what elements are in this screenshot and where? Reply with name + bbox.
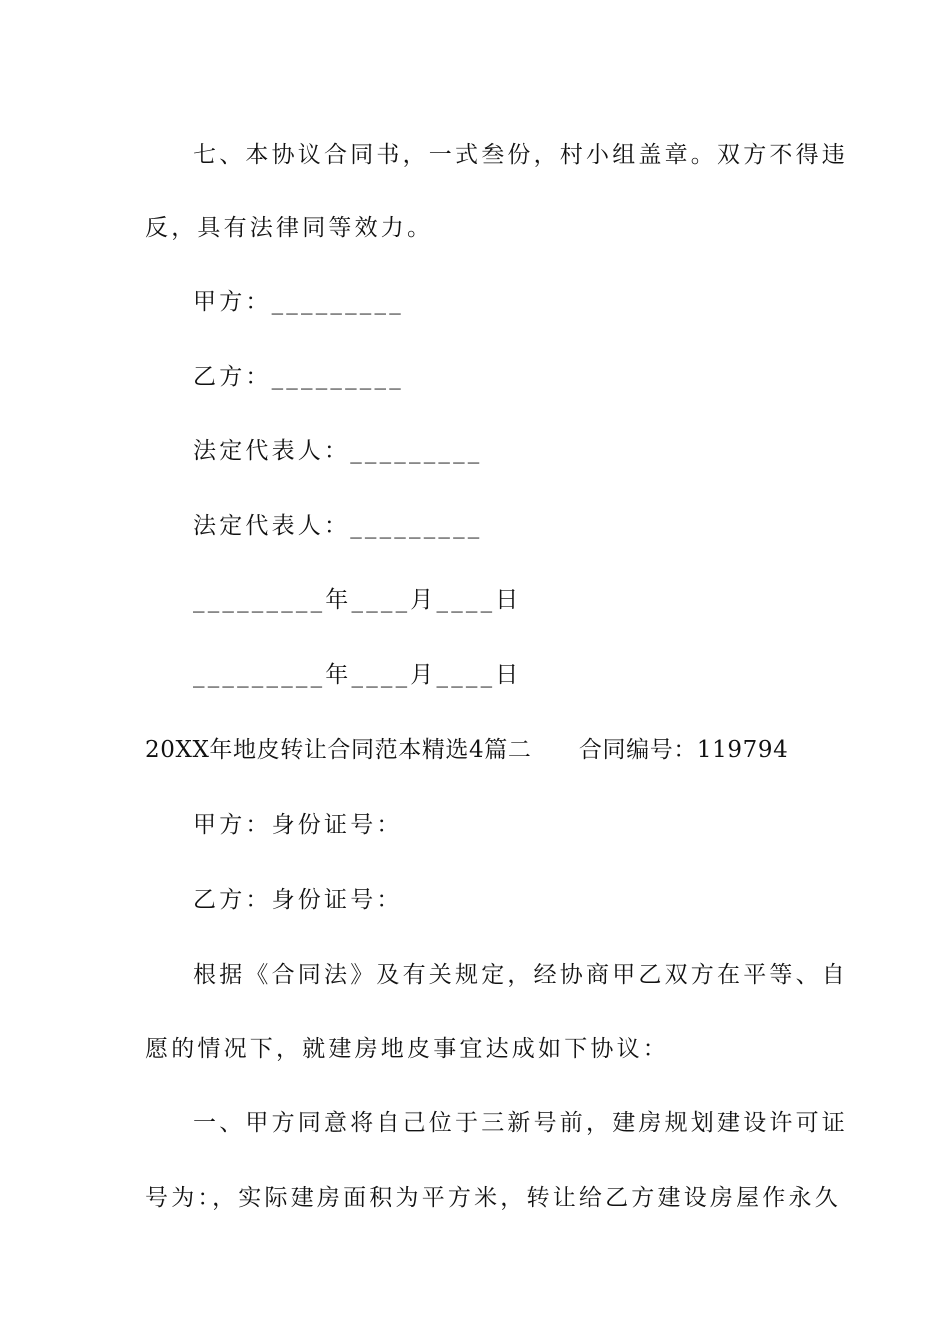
intro-line-1: 根据《合同法》及有关规定，经协商甲乙双方在平等、自 [193, 962, 848, 988]
legal-representative-1: 法定代表人：_________ [193, 438, 483, 464]
clause-7-line-1: 七、本协议合同书，一式叁份，村小组盖章。双方不得违 [193, 142, 848, 168]
legal-representative-2: 法定代表人：_________ [193, 513, 483, 539]
party-a-id: 甲方：身份证号： [193, 812, 403, 838]
clause-7-line-2: 反，具有法律同等效力。 [145, 215, 434, 241]
party-b-signature: 乙方：_________ [193, 364, 404, 390]
clause-1-line-1: 一、甲方同意将自己位于三新号前，建房规划建设许可证 [193, 1110, 848, 1136]
party-a-signature: 甲方：_________ [193, 289, 404, 315]
party-b-id: 乙方：身份证号： [193, 887, 403, 913]
clause-1-line-2: 号为：，实际建房面积为平方米，转让给乙方建设房屋作永久 [145, 1185, 841, 1211]
signing-date-1: _________年____月____日 [193, 587, 522, 613]
intro-line-2: 愿的情况下，就建房地皮事宜达成如下协议： [145, 1036, 669, 1062]
section-heading: 20XX年地皮转让合同范本精选4篇二 合同编号：119794 [145, 737, 789, 763]
signing-date-2: _________年____月____日 [193, 662, 522, 688]
